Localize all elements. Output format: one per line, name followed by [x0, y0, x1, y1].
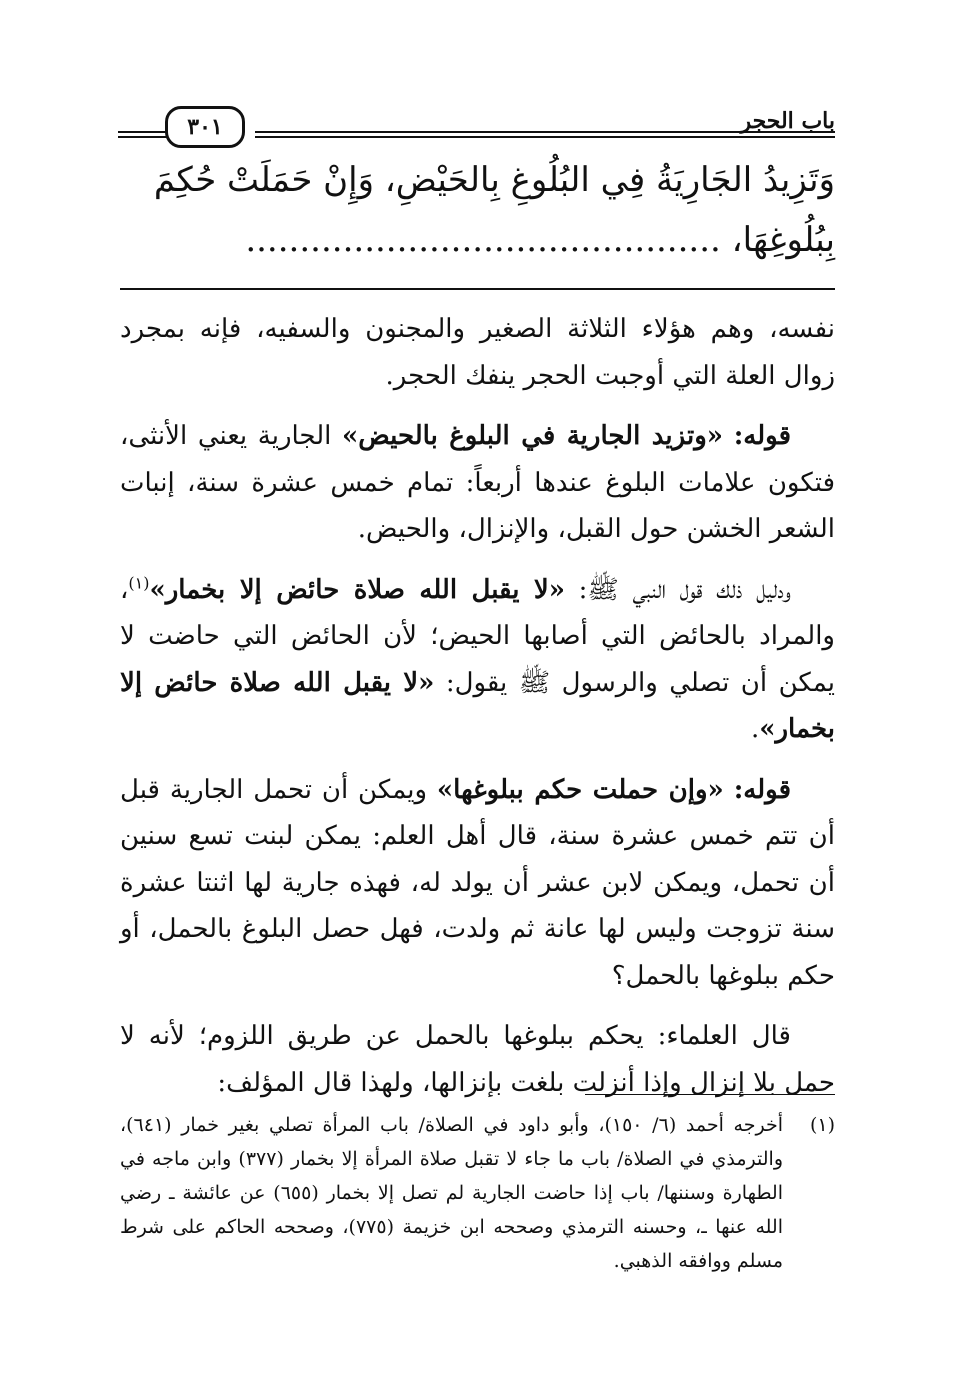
- matn-line-1: وَتَزِيدُ الجَارِيَةُ فِي البُلُوغِ بِالحَيْضِ، وَإِنْ حَمَلَتْ حُكِمَ: [153, 160, 835, 200]
- footnote-separator: [585, 1094, 835, 1095]
- page-number: [165, 106, 245, 148]
- qawl-label: قوله:: [733, 421, 792, 451]
- paragraph-1: نفسه، وهم هؤلاء الثلاثة الصغير والمجنون والسفيه، فإنه بمجرد زوال العلة التي أوجبت الحجر ينفك الحجر.: [120, 314, 835, 391]
- matn-dots: ............................................: [245, 220, 721, 260]
- paragraph-3-start: ودليل ذلك قول النبي ﷺ:: [564, 574, 791, 605]
- footnote-text: أخرجه أحمد (٦/ ١٥٠)، وأبو داود في الصلاة/ باب المرأة تصلي بغير خمار (٦٤١)، والترمذي في الصلاة/ باب ما جاء لا تقبل صلاة المرأة إلا بخمار (٣٧٧) وابن ماجه في الطهارة وسننها/ باب إذا حاضت الجارية لم تصل إلا بخمار (٦٥٥) عن عائشة ـ رضي الله عنها ـ، وحسنه الترمذي وصححه ابن خزيمة (٧٧٥)، وصححه الحاكم على شرط مسلم ووافقه الذهبي.: [120, 1114, 784, 1272]
- qawl-label: قوله:: [733, 774, 792, 805]
- hadith-quote-2: «لا يقبل الله صلاة حائض إلا بخمار»: [120, 667, 835, 744]
- paragraph-2-text: الجارية يعني الأنثى، فتكون علامات البلوغ عندها أربعاً: تمام خمس عشرة سنة، إنبات الشعر الخشن حول القبل، والإنزال، والحيض.: [120, 421, 835, 544]
- footnote: [120, 1108, 835, 1278]
- paragraph-3: [120, 567, 835, 753]
- matn-text: [120, 150, 835, 270]
- paragraph-4-text: ويمكن أن تحمل الجارية قبل أن تتم خمس عشرة سنة، قال أهل العلم: يمكن لبنت تسع سنين أن تحمل، ويمكن لابن عشر أن يولد له، فهذه جارية لها اثنتا عشرة سنة تزوجت وليس لها عانة ثم ولدت، فهل حصل البلوغ بالحمل، أو حكم ببلوغها بالحمل؟: [120, 774, 835, 991]
- paragraph-3-middle: ، والمراد بالحائض التي أصابها الحيض؛ لأن الحائض التي حاضت لا يمكن أن تصلي والرسول ﷺ يقول:: [120, 574, 835, 698]
- matn-separator: [120, 288, 835, 290]
- footnote-reference[interactable]: (١): [128, 572, 150, 592]
- footnote-number: (١): [809, 1114, 835, 1136]
- paragraph-2: [120, 413, 835, 553]
- paragraph-5: قال العلماء: يحكم ببلوغها بالحمل عن طريق اللزوم؛ لأنه لا حمل بلا إنزال وإذا أنزلت بلغت بإنزالها، ولهذا قال المؤلف:: [120, 1021, 835, 1098]
- matn-line-2-word: بِبُلُوغِهَا،: [731, 220, 835, 260]
- header-rule-right: [255, 131, 835, 138]
- hadith-quote-1: «لا يقبل الله صلاة حائض إلا بخمار»: [149, 574, 565, 605]
- paragraph-3-end: .: [750, 714, 760, 744]
- chapter-title: باب الحجر: [740, 108, 835, 134]
- quoted-matn: «وتزيد الجارية في البلوغ بالحيض»: [342, 421, 724, 451]
- quoted-matn: «وإن حملت حكم ببلوغها»: [436, 774, 724, 805]
- paragraph-4: [120, 767, 835, 1000]
- page-number-label: ٣٠١: [187, 114, 223, 140]
- commentary-body: [120, 306, 835, 1120]
- matn-line-2: [120, 210, 835, 270]
